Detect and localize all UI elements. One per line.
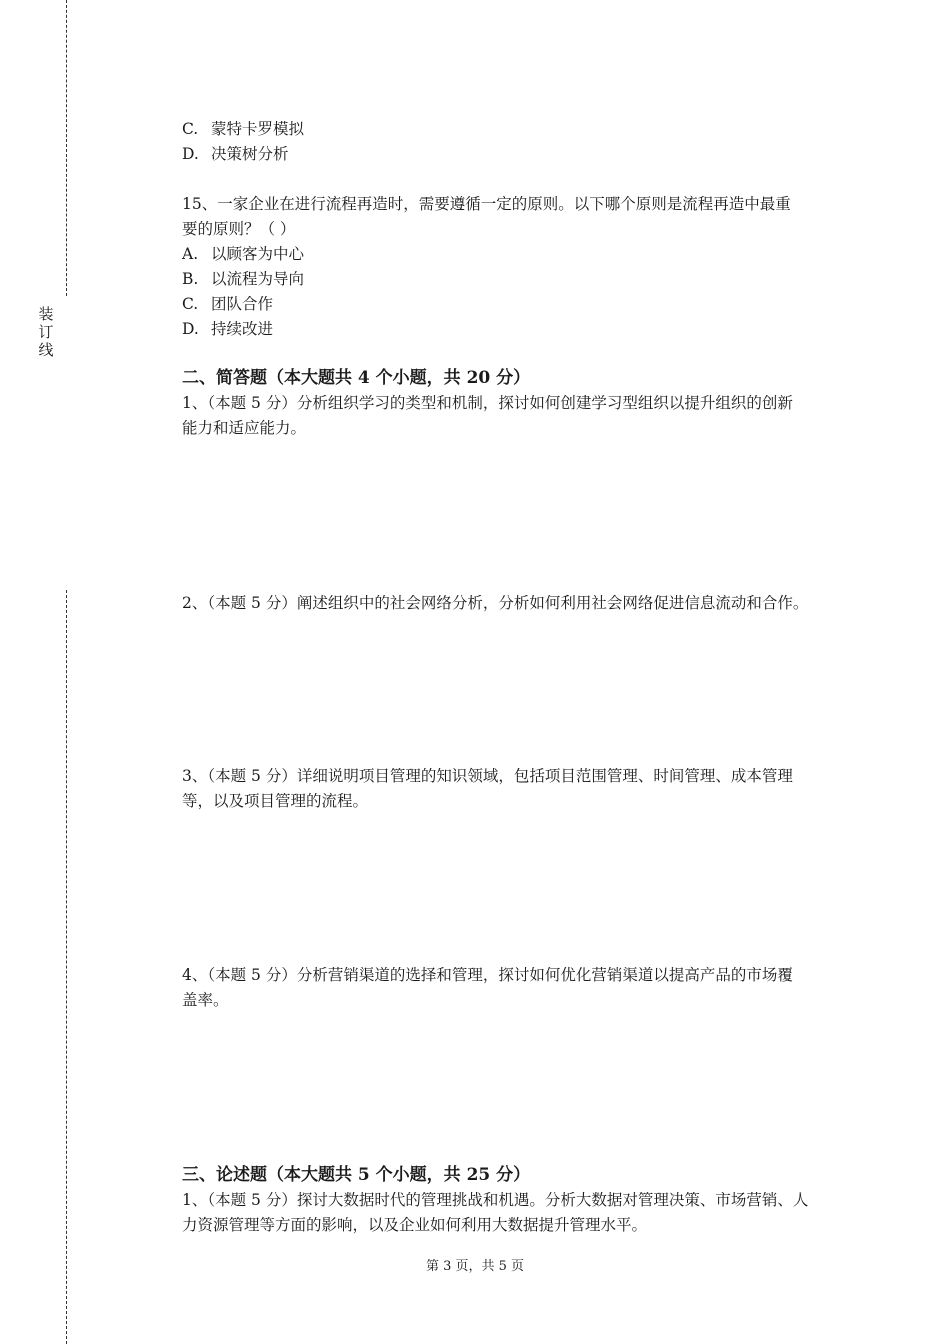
binding-char: 订 — [38, 323, 54, 341]
option-text: 以流程为导向 — [210, 270, 304, 288]
question-line: 能力和适应能力。 — [182, 419, 307, 437]
question-15 — [182, 192, 842, 342]
q14-options — [182, 117, 842, 167]
option-text: 决策树分析 — [210, 145, 289, 163]
essay-question-1 — [182, 1188, 842, 1238]
question-stem-line: 要的原则？（ ） — [182, 220, 296, 238]
binding-label — [38, 305, 54, 359]
question-line: 4、（本题 5 分）分析营销渠道的选择和管理，探讨如何优化营销渠道以提高产品的市场覆 — [182, 966, 793, 984]
option-text: 以顾客为中心 — [210, 245, 304, 263]
binding-char: 线 — [38, 341, 54, 359]
option-letter: B. — [182, 270, 199, 288]
question-line: 2、（本题 5 分）阐述组织中的社会网络分析，分析如何利用社会网络促进信息流动和合作。 — [182, 594, 809, 612]
question-line: 等，以及项目管理的流程。 — [182, 792, 369, 810]
question-line: 1、（本题 5 分）分析组织学习的类型和机制，探讨如何创建学习型组织以提升组织的创新 — [182, 394, 793, 412]
option-c — [182, 292, 842, 317]
page-number: 第 3 页，共 5 页 — [425, 1259, 525, 1274]
option-c — [182, 117, 842, 142]
short-answer-question-3 — [182, 764, 842, 814]
question-stem-line: 一家企业在进行流程再造时，需要遵循一定的原则。以下哪个原则是流程再造中最重 — [217, 195, 791, 213]
short-answer-question-1 — [182, 391, 842, 441]
option-letter: D. — [182, 320, 199, 338]
question-line: 盖率。 — [182, 991, 229, 1009]
option-d — [182, 142, 842, 167]
option-letter: C. — [182, 120, 199, 138]
section-3-title: 三、论述题（本大题共 5 个小题，共 25 分） — [182, 1165, 531, 1185]
question-number: 15、 — [182, 195, 218, 213]
binding-line-top — [66, 0, 67, 296]
option-text: 蒙特卡罗模拟 — [210, 120, 304, 138]
option-letter: C. — [182, 295, 199, 313]
short-answer-question-2 — [182, 591, 842, 616]
option-a — [182, 242, 842, 267]
option-letter: A. — [182, 245, 199, 263]
question-line: 1、（本题 5 分）探讨大数据时代的管理挑战和机遇。分析大数据对管理决策、市场营销、人 — [182, 1191, 809, 1209]
question-line: 3、（本题 5 分）详细说明项目管理的知识领域，包括项目范围管理、时间管理、成本管理 — [182, 767, 793, 785]
option-text: 持续改进 — [210, 320, 273, 338]
binding-line-bottom — [66, 590, 67, 1344]
option-letter: D. — [182, 145, 199, 163]
option-text: 团队合作 — [210, 295, 273, 313]
section-2-title: 二、简答题（本大题共 4 个小题，共 20 分） — [182, 368, 531, 388]
question-stem — [182, 192, 842, 217]
question-line: 力资源管理等方面的影响，以及企业如何利用大数据提升管理水平。 — [182, 1216, 648, 1234]
binding-char: 装 — [38, 305, 54, 323]
short-answer-question-4 — [182, 963, 842, 1013]
option-d — [182, 317, 842, 342]
option-b — [182, 267, 842, 292]
